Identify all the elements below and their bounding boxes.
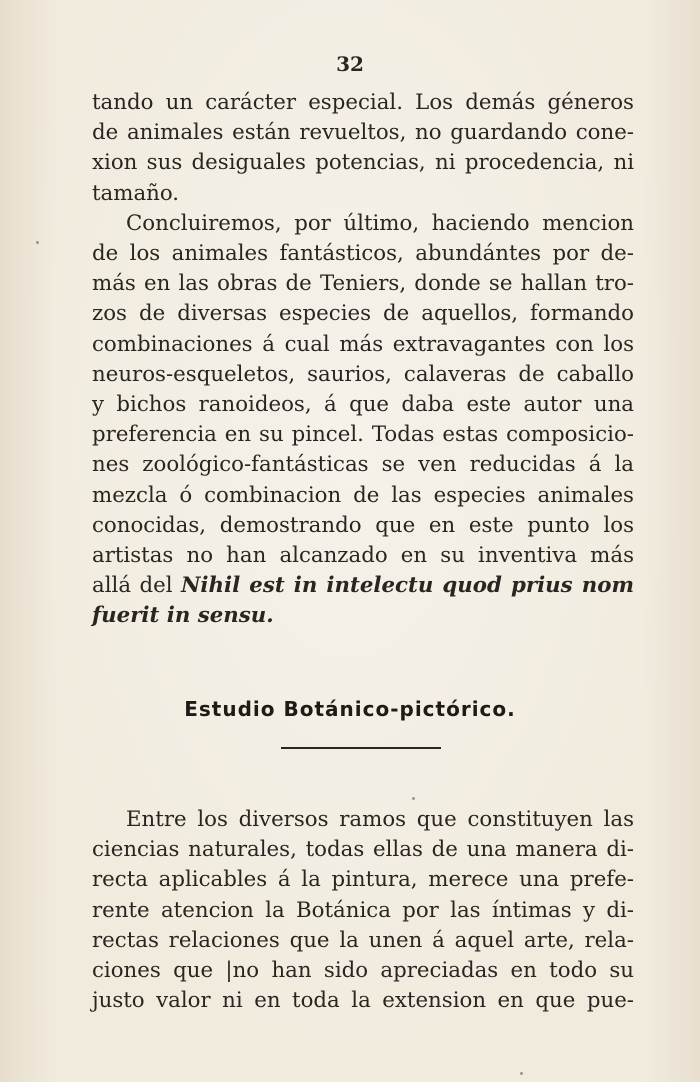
text-line: rente atencion la Botánica por las íntimas y di- <box>92 897 634 923</box>
text-line: más en las obras de Teniers, donde se hallan tro- <box>92 271 634 297</box>
text-line: Entre los diversos ramos que constituyen las <box>126 807 634 832</box>
page-number: 32 <box>336 52 364 76</box>
text-line: conocidas, demostrando que en este punto los <box>92 512 634 538</box>
text-line: mezcla ó combinacion de las especies animales <box>92 482 634 508</box>
text-fragment: allá del <box>92 573 173 599</box>
section-heading: Estudio Botánico-pictórico. <box>184 697 516 721</box>
text-line-with-quote <box>92 571 634 601</box>
text-line: de los animales fantásticos, abundántes por de- <box>92 241 634 267</box>
text-line: zos de diversas especies de aquellos, formando <box>92 301 634 327</box>
paper-speck <box>36 241 39 244</box>
latin-quote: Nihil est in intelectu quod prius nom <box>180 573 634 599</box>
text-line: tamaño. <box>92 180 180 206</box>
paper-speck <box>520 1072 523 1075</box>
text-line: y bichos ranoideos, á que daba este autor una <box>92 392 634 418</box>
text-line: neuros-esqueletos, saurios, calaveras de caballo <box>92 361 634 387</box>
paper-speck <box>412 797 415 800</box>
text-line: ciones que |no han sido apreciadas en todo su <box>92 958 634 984</box>
text-line: preferencia en su pincel. Todas estas composicio- <box>92 422 634 448</box>
text-line: de animales están revueltos, no guardando cone- <box>92 120 634 146</box>
text-line <box>92 601 634 631</box>
text-line: rectas relaciones que la unen á aquel arte, rela- <box>92 927 634 953</box>
section-divider <box>281 747 441 749</box>
text-line: tando un carácter especial. Los demás géneros <box>92 90 634 115</box>
body-text-bottom <box>92 805 634 1016</box>
body-text-top <box>92 88 634 632</box>
text-line: recta aplicables á la pintura, merece una prefe- <box>92 867 634 893</box>
text-line: ciencias naturales, todas ellas de una manera di- <box>92 837 634 863</box>
text-line: Concluiremos, por último, haciendo mencion <box>126 210 634 236</box>
text-line: combinaciones á cual más extravagantes con los <box>92 331 634 357</box>
text-line: nes zoológico-fantásticas se ven reducidas á la <box>92 452 634 478</box>
text-line: justo valor ni en toda la extension en que pue- <box>92 988 634 1014</box>
text-line: xion sus desiguales potencias, ni procedencia, ni <box>92 150 634 176</box>
latin-quote-end: fuerit in sensu. <box>92 603 274 629</box>
text-line: artistas no han alcanzado en su inventiva más <box>92 543 634 569</box>
